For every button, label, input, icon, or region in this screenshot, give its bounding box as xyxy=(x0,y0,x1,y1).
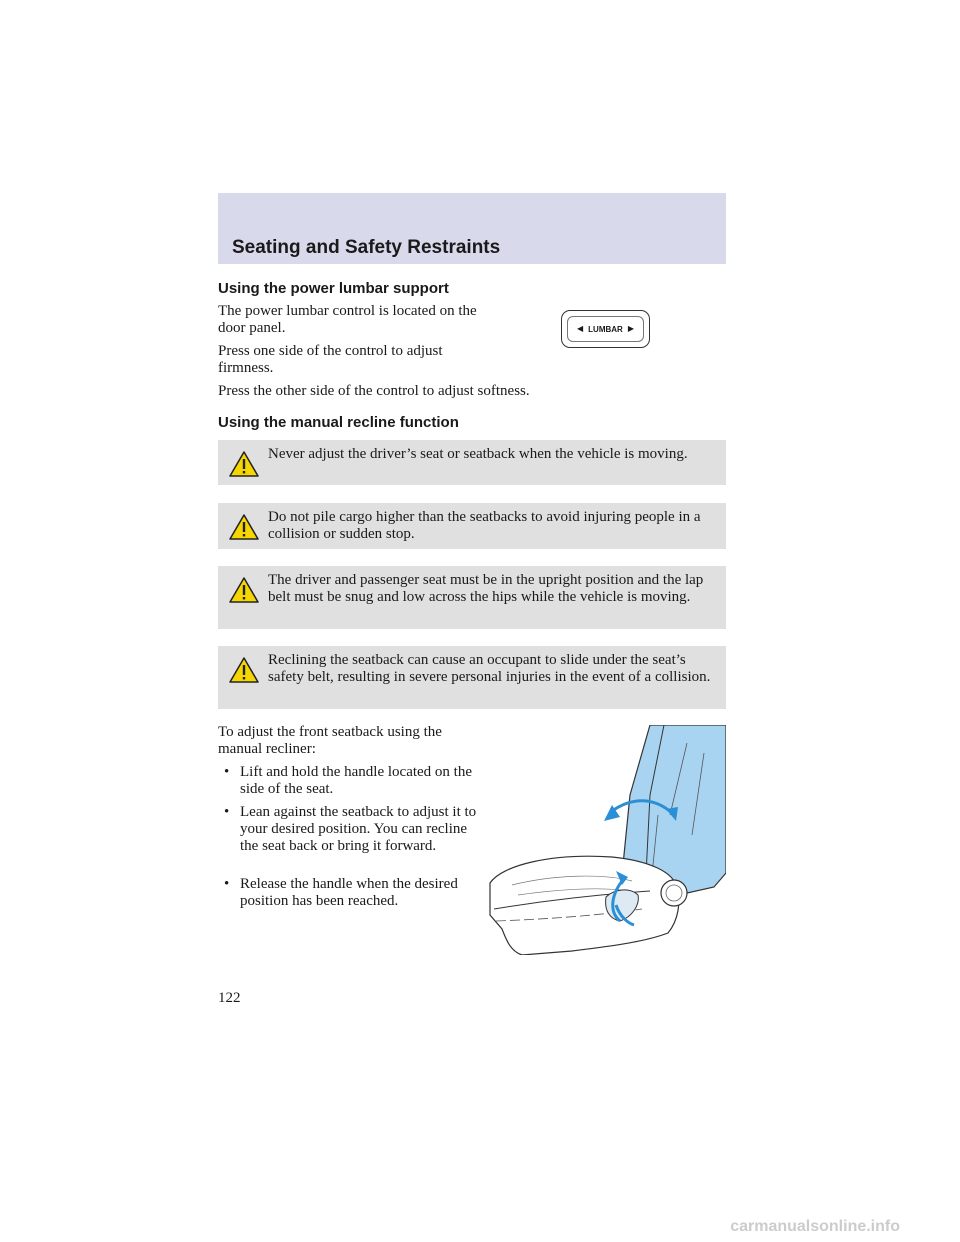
recline-step-text: Release the handle when the desired position has been reached. xyxy=(240,876,458,909)
warning-box-4 xyxy=(218,646,726,709)
warning-box-1 xyxy=(218,440,726,485)
bullet-icon: • xyxy=(224,876,230,892)
page-number: 122 xyxy=(218,990,241,1006)
recline-intro: To adjust the front seatback using the manual recliner: xyxy=(218,724,442,757)
warning-text-2: Do not pile cargo higher than the seatbacks to avoid injuring people in a collision or sudden stop. xyxy=(268,509,701,542)
arrow-left-icon: ◀ xyxy=(577,324,584,333)
warning-icon xyxy=(228,576,260,604)
watermark-logo xyxy=(0,1205,960,1242)
bullet-icon: • xyxy=(224,764,230,780)
recline-heading: Using the manual recline function xyxy=(218,414,459,431)
lumbar-control-illustration xyxy=(561,310,650,348)
lumbar-control-label: LUMBAR xyxy=(588,324,623,334)
seat-recline-illustration xyxy=(482,725,726,955)
warning-box-3 xyxy=(218,566,726,629)
bullet-icon: • xyxy=(224,804,230,820)
recline-step-text: Lean against the seatback to adjust it to your desired position. You can recline the seat back or bring it forward. xyxy=(240,804,477,854)
warning-icon xyxy=(228,450,260,478)
warning-text-1: Never adjust the driver’s seat or seatback when the vehicle is moving. xyxy=(268,446,688,462)
warning-text-3: The driver and passenger seat must be in the upright position and the lap belt must be snug and low across the hips while the vehicle is moving. xyxy=(268,572,704,605)
watermark-text: carmanualsonline.info xyxy=(730,1218,900,1235)
warning-icon xyxy=(228,513,260,541)
lumbar-heading: Using the power lumbar support xyxy=(218,280,449,297)
warning-box-2 xyxy=(218,503,726,549)
lumbar-para-location: The power lumbar control is located on the door panel. xyxy=(218,303,477,336)
warning-text-4: Reclining the seatback can cause an occupant to slide under the seat’s safety belt, resulting in severe personal injuries in the event of a collision. xyxy=(268,652,711,685)
warning-icon xyxy=(228,656,260,684)
section-header-band xyxy=(218,193,726,264)
section-title: Seating and Safety Restraints xyxy=(232,237,501,258)
lumbar-para-softness: Press the other side of the control to adjust softness. xyxy=(218,383,530,399)
arrow-right-icon: ▶ xyxy=(627,324,634,333)
recline-step-text: Lift and hold the handle located on the side of the seat. xyxy=(240,764,473,797)
lumbar-para-firmness: Press one side of the control to adjust firmness. xyxy=(218,343,443,376)
